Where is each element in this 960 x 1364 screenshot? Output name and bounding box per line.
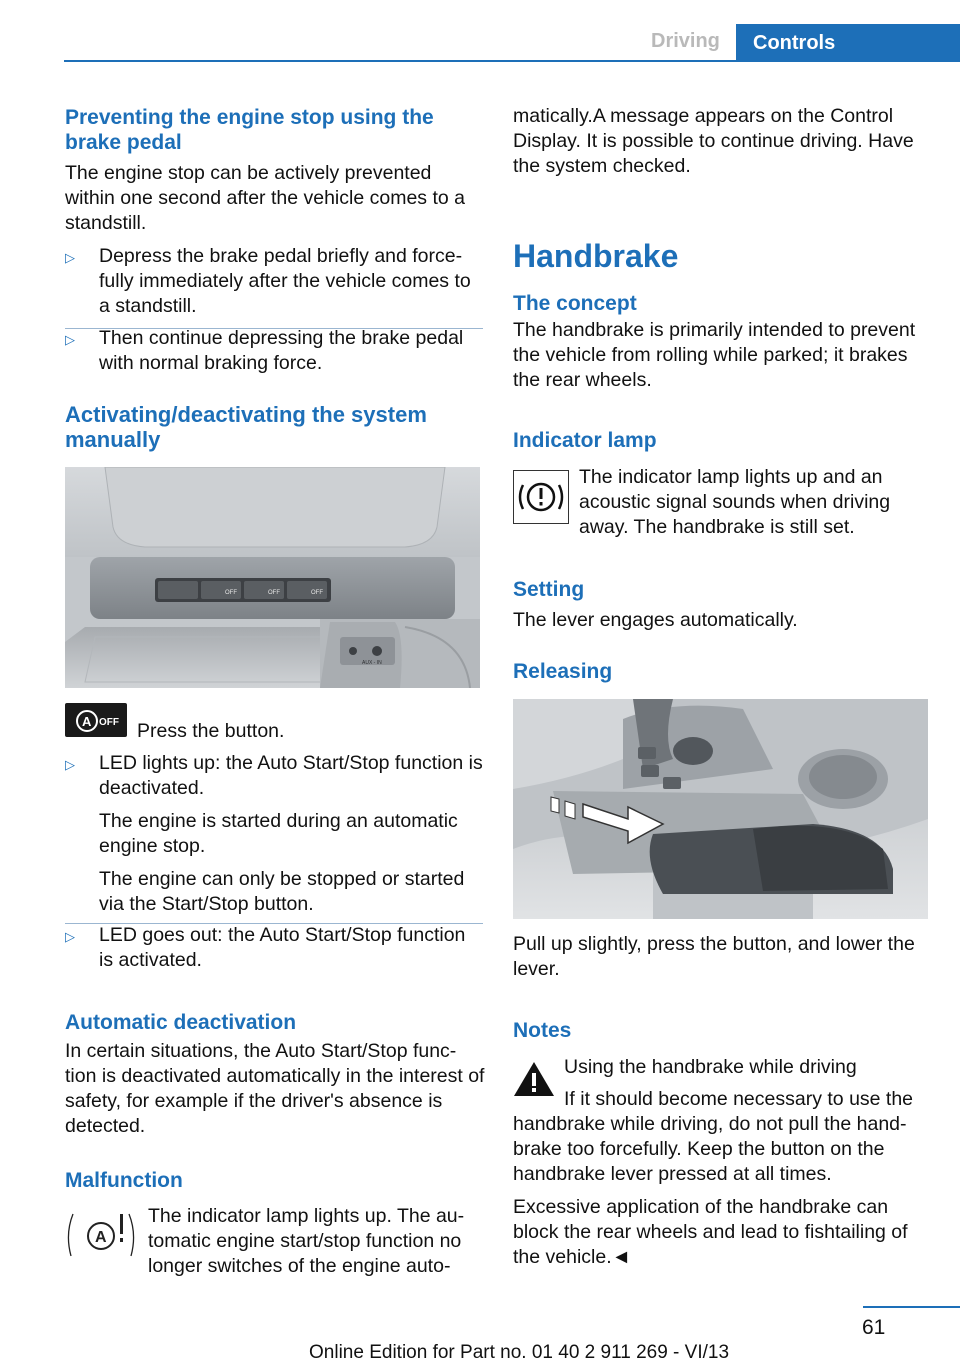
malf-heading: Malfunction bbox=[65, 1169, 183, 1192]
prevent-bullet-1 bbox=[65, 244, 483, 319]
auto-start-stop-off-icon bbox=[65, 703, 127, 737]
notes-title: Using the handbrake while driving bbox=[564, 1056, 857, 1078]
handbrake-heading: Handbrake bbox=[513, 238, 679, 274]
prevent-heading: Preventing the engine stop using the brake pedal bbox=[65, 106, 434, 154]
bullet-text-p3: The engine can only be stopped or started via the Start/Stop button. bbox=[99, 868, 465, 915]
notes-section bbox=[513, 1018, 933, 1043]
malfunction-section bbox=[65, 1168, 485, 1193]
manual-heading: Activating/deactivating the system manually bbox=[65, 402, 427, 452]
indicator-lamp-section bbox=[513, 428, 933, 453]
concept-text: The handbrake is primarily intended to prevent the vehicle from rolling while parked; it brakes the rear wheels. bbox=[513, 319, 916, 391]
button-icon-label: OFF bbox=[99, 717, 119, 728]
prevent-text: The engine stop can be actively prevented within one second after the vehicle comes to a standstill. bbox=[65, 162, 465, 234]
bullet-text: Depress the brake pedal briefly and force-fully immediately after the vehicle comes to a standstill. bbox=[99, 245, 471, 317]
usb-label: AUX - IN bbox=[362, 660, 382, 666]
releasing-text: Pull up slightly, press the button, and lower the lever. bbox=[513, 933, 915, 980]
bullet-triangle-icon: ▷ bbox=[65, 757, 75, 772]
auto-heading: Automatic deactivation bbox=[65, 1011, 297, 1034]
notes-text-2: Excessive application of the handbrake can block the rear wheels and lead to fishtailing of the vehicle.◄ bbox=[513, 1196, 908, 1268]
page-number: 61 bbox=[862, 1316, 886, 1339]
manual-section bbox=[65, 402, 485, 452]
led-off-bullet bbox=[65, 923, 483, 973]
bullet-triangle-icon: ▷ bbox=[65, 332, 75, 347]
handbrake-release-photo bbox=[513, 699, 928, 919]
switch-label-1: OFF bbox=[225, 590, 237, 596]
notes-text: If it should become necessary to use the handbrake while driving, do not pull the hand-brake too forcefully. Keep the button on the handbrake lever pressed at all times. bbox=[513, 1088, 914, 1185]
setting-section bbox=[513, 577, 933, 633]
footer-rule bbox=[863, 1306, 960, 1308]
bullet-text: Then continue depressing the brake pedal with normal braking force. bbox=[99, 327, 464, 374]
malf-cont-text: matically.A message appears on the Control Display. It is possible to continue driving. Have the system checked. bbox=[513, 105, 914, 177]
handbrake-illustration bbox=[513, 699, 928, 919]
svg-text:A: A bbox=[82, 714, 92, 729]
setting-heading: Setting bbox=[513, 578, 585, 601]
bullet-triangle-icon: ▷ bbox=[65, 250, 75, 265]
engine-malfunction-icon bbox=[65, 1204, 137, 1258]
led-on-bullet bbox=[65, 751, 483, 917]
bullet-text-p2: The engine is started during an automatic engine stop. bbox=[99, 810, 458, 857]
releasing-heading: Releasing bbox=[513, 660, 613, 683]
malf-text: The indicator lamp lights up. The au-tomatic engine start/stop function no longer switches of the engine auto- bbox=[148, 1205, 465, 1277]
prevent-bullet-2 bbox=[65, 326, 483, 376]
bullet-triangle-icon: ▷ bbox=[65, 929, 75, 944]
auto-text: In certain situations, the Auto Start/Stop func-tion is deactivated automatically in the interest of safety, for example if the driver's absence is detected. bbox=[65, 1040, 485, 1137]
bullet-text: LED lights up: the Auto Start/Stop function is deactivated. bbox=[99, 752, 483, 799]
releasing-section bbox=[513, 659, 933, 684]
indicator-heading: Indicator lamp bbox=[513, 429, 657, 452]
svg-text:A: A bbox=[95, 1229, 107, 1246]
handbrake-warning-icon bbox=[513, 470, 569, 524]
auto-deactivation-section bbox=[65, 1010, 485, 1139]
notes-heading: Notes bbox=[513, 1019, 572, 1042]
console-illustration bbox=[65, 467, 480, 688]
prevent-section bbox=[65, 105, 485, 236]
switch-label-3: OFF bbox=[311, 590, 323, 596]
header-rule bbox=[64, 60, 960, 62]
header-chapter-tab: Controls bbox=[736, 24, 960, 62]
switch-label-2: OFF bbox=[268, 590, 280, 596]
handbrake-section bbox=[513, 237, 933, 393]
console-switch-photo bbox=[65, 467, 480, 688]
press-button-text: Press the button. bbox=[137, 720, 285, 742]
header-section: Driving bbox=[651, 30, 720, 52]
footer-edition: Online Edition for Part no. 01 40 2 911 269 - VI/13 bbox=[309, 1342, 730, 1363]
bullet-text: LED goes out: the Auto Start/Stop function is activated. bbox=[99, 924, 466, 971]
setting-text: The lever engages automatically. bbox=[513, 609, 798, 631]
indicator-text: The indicator lamp lights up and an acoustic signal sounds when driving away. The handbrake is still set. bbox=[579, 466, 891, 538]
concept-heading: The concept bbox=[513, 292, 637, 315]
